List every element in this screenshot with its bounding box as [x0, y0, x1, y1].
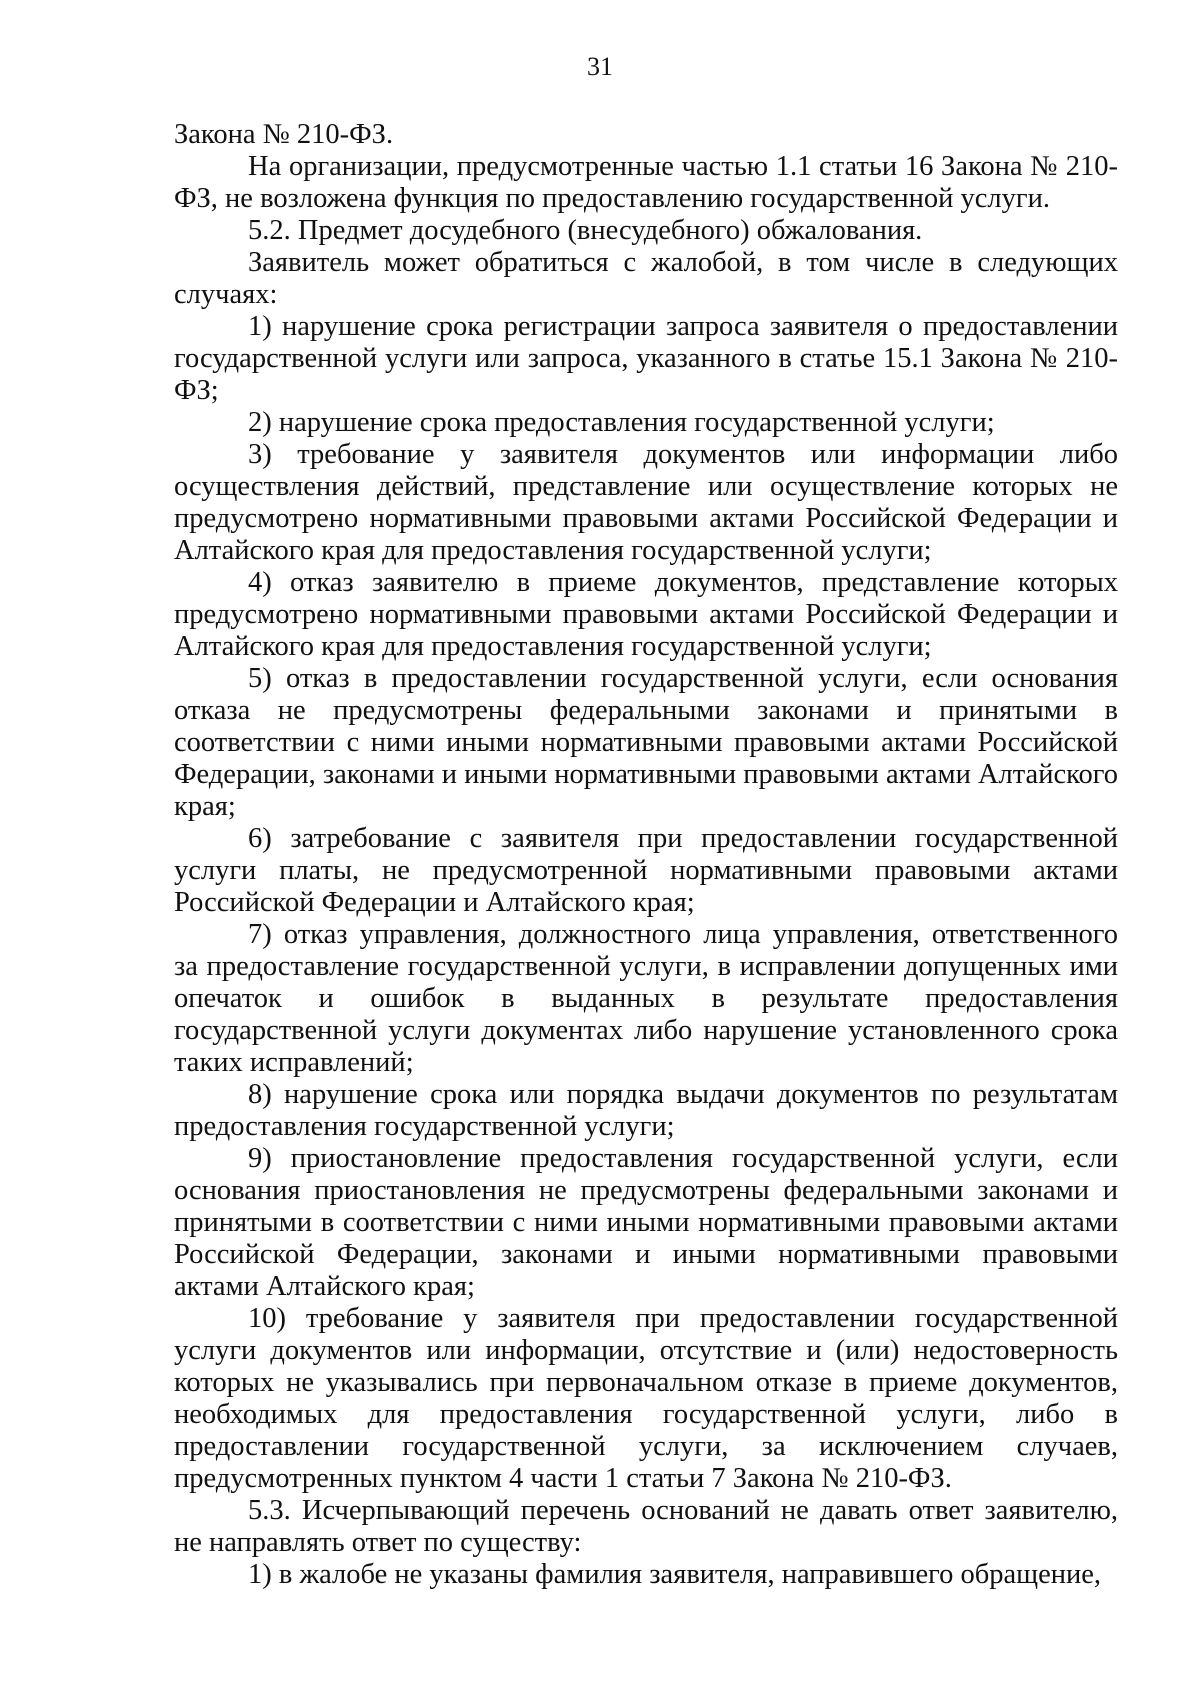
paragraph-complaint-intro: Заявитель может обратиться с жалобой, в том числе в следующих случаях:	[174, 247, 1118, 310]
page-number: 31	[587, 52, 613, 81]
list-item-5-3-1: 1) в жалобе не указаны фамилия заявителя, направившего обращение,	[248, 1559, 1102, 1590]
list-item-10: 10) требование у заявителя при предоставлении государственной услуги документов или информации, отсутствие и (или) недостоверность которых не указывались при первоначальном отказе в приеме документов, необходимых для предоставления государственной услуги, либо в предоставлении государственной услуги, за исключением случаев, предусмотренных пунктом 4 части 1 статьи 7 Закона № 210-ФЗ.	[174, 1303, 1118, 1494]
list-item-5: 5) отказ в предоставлении государственной услуги, если основания отказа не предусмотрены федеральными законами и принятыми в соответствии с ними иными нормативными правовыми актами Российской Федерации, законами и иными нормативными правовыми актами Алтайского края;	[174, 663, 1118, 822]
list-item-1: 1) нарушение срока регистрации запроса заявителя о предоставлении государственной услуги или запроса, указанного в статье 15.1 Закона № 210-ФЗ;	[174, 311, 1118, 406]
list-item-7: 7) отказ управления, должностного лица управления, ответственного за предоставление государственной услуги, в исправлении допущенных ими опечаток и ошибок в выданных в результате предоставления государственной услуги документах либо нарушение установленного срока таких исправлений;	[174, 919, 1118, 1078]
list-item-6: 6) затребование с заявителя при предоставлении государственной услуги платы, не предусмотренной нормативными правовыми актами Российской Федерации и Алтайского края;	[174, 823, 1118, 918]
section-heading-5-3: 5.3. Исчерпывающий перечень оснований не давать ответ заявителю, не направлять ответ по существу:	[174, 1495, 1118, 1558]
list-item-2: 2) нарушение срока предоставления государственной услуги;	[248, 407, 995, 438]
paragraph-law-reference: Закона № 210-ФЗ.	[174, 119, 394, 150]
list-item-3: 3) требование у заявителя документов или информации либо осуществления действий, представление или осуществление которых не предусмотрено нормативными правовыми актами Российской Федерации и Алтайского края для предоставления государственной услуги;	[174, 439, 1118, 566]
list-item-9: 9) приостановление предоставления государственной услуги, если основания приостановления не предусмотрены федеральными законами и принятыми в соответствии с ними иными нормативными правовыми актами Российской Федерации, законами и иными нормативными правовыми актами Алтайского края;	[174, 1143, 1118, 1302]
list-item-4: 4) отказ заявителю в приеме документов, представление которых предусмотрено нормативными правовыми актами Российской Федерации и Алтайского края для предоставления государственной услуги;	[174, 567, 1118, 662]
paragraph-organizations: На организации, предусмотренные частью 1.1 статьи 16 Закона № 210-ФЗ, не возложена функция по предоставлению государственной услуги.	[174, 151, 1118, 214]
document-body	[174, 119, 1118, 1591]
section-heading-5-2: 5.2. Предмет досудебного (внесудебного) обжалования.	[248, 215, 923, 246]
list-item-8: 8) нарушение срока или порядка выдачи документов по результатам предоставления государственной услуги;	[174, 1079, 1118, 1142]
